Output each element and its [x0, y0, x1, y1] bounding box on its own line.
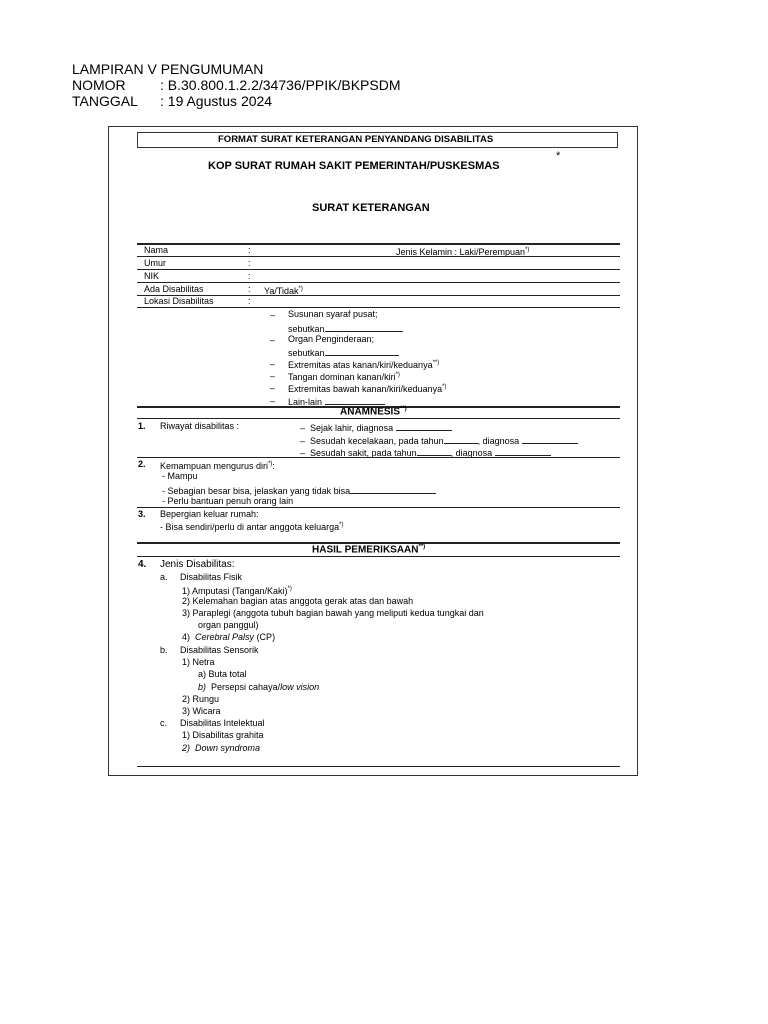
jenis-kelamin-text: Jenis Kelamin : Laki/Perempuan [396, 247, 526, 257]
footnote-mark: *) [339, 522, 344, 528]
jenis-a2: 2) Kelemahan bagian atas anggota gerak atas dan bawah [182, 596, 414, 606]
jenis-a4-num: 4) [182, 632, 191, 642]
colon: : [248, 245, 251, 255]
divider [137, 418, 620, 419]
footnote-mark: *) [442, 384, 447, 390]
jenis-num: 4. [138, 559, 147, 570]
jenis-a3b: organ panggul) [198, 620, 259, 630]
jenis-b: Disabilitas Sensorik [180, 645, 259, 655]
jenis-b1b-italic: low vision [280, 682, 320, 692]
footnote-mark: **) [400, 406, 407, 412]
ya-tidak-text: Ya/Tidak [264, 286, 299, 296]
nama-label: Nama [144, 245, 169, 255]
jenis-a-label: a. [160, 572, 168, 582]
jenis-b1b [198, 682, 319, 693]
jenis-c2-num: 2) [182, 743, 191, 753]
divider [137, 282, 620, 283]
lokasi-dash: – [270, 335, 276, 345]
nomor-line [72, 77, 400, 93]
kemampuan-opt2-text: - Sebagian besar bisa, jelaskan yang tidak bisa [162, 486, 351, 496]
jenis-b1b-num: b) [198, 682, 207, 692]
blank-line [522, 434, 578, 444]
riwayat-num: 1. [138, 421, 146, 431]
jenis-a3: 3) Paraplegi (anggota tubuh bagian bawah yang meliputi kedua tungkai dan [182, 608, 484, 618]
lokasi-dash: – [270, 310, 276, 320]
jenis-b2: 2) Rungu [182, 694, 220, 704]
lokasi-dash: – [270, 359, 276, 369]
nomor-value: : B.30.800.1.2.2/34736/PPIK/BKPSDM [160, 77, 401, 93]
kop-asterisk: * [556, 150, 561, 162]
lokasi-option-text: Tangan dominan kanan/kiri [288, 372, 396, 382]
lokasi-option-text: Extremitas bawah kanan/kiri/keduanya [288, 384, 443, 394]
kemampuan-num: 2. [138, 459, 146, 469]
footnote-mark: *) [287, 586, 292, 592]
riwayat-opt3-diag: , diagnosa [450, 448, 493, 458]
blank-line [325, 395, 385, 405]
colon: : [248, 271, 251, 281]
bepergian-opt1 [160, 520, 343, 533]
lokasi-option-text: Lain-lain [288, 397, 323, 407]
umur-label: Umur [144, 258, 166, 268]
blank-line [325, 322, 403, 332]
jenis-a4 [182, 632, 275, 643]
lokasi-dash: – [270, 371, 276, 381]
surat-title: SURAT KETERANGAN [312, 202, 430, 214]
jenis-c: Disabilitas Intelektual [180, 718, 265, 728]
kemampuan-text: Kemampuan mengurus diri [160, 461, 269, 471]
lokasi-dash: – [270, 396, 276, 406]
bepergian-label: Bepergian keluar rumah: [160, 509, 259, 519]
divider [137, 457, 620, 458]
blank-line [444, 434, 478, 444]
footnote-mark: *) [525, 247, 530, 253]
blank-line [417, 446, 451, 456]
footnote-mark: **) [418, 544, 426, 550]
footnote-mark: *) [395, 372, 400, 378]
jenis-b3: 3) Wicara [182, 706, 221, 716]
riwayat-label: Riwayat disabilitas : [160, 421, 240, 431]
divider [137, 307, 620, 308]
divider [137, 243, 620, 245]
jenis-c-label: c. [160, 718, 168, 728]
lokasi-option-text: sebutkan [288, 324, 325, 334]
blank-line [350, 484, 436, 494]
blank-line [495, 446, 551, 456]
lokasi-option-text: Extremitas atas kanan/kiri/keduanya [288, 360, 433, 370]
anamnesis-text: ANAMNESIS [340, 406, 401, 418]
jenis-b-label: b. [160, 645, 168, 655]
jenis-b1a: a) Buta total [198, 669, 247, 679]
riwayat-opt1: – Sejak lahir, diagnosa [300, 421, 452, 434]
bepergian-num: 3. [138, 509, 146, 519]
jenis-b1b-text: Persepsi cahaya/ [211, 682, 281, 692]
tanggal-value: : 19 Agustus 2024 [160, 93, 273, 109]
divider [137, 256, 620, 257]
jenis-c2 [182, 743, 260, 754]
bepergian-opt1-text: - Bisa sendiri/perlu di antar anggota keluarga [160, 522, 340, 532]
riwayat-opt3: – Sesudah sakit, pada tahun , diagnosa [300, 446, 551, 459]
footnote-mark: **) [432, 360, 440, 366]
jenis-a4-cp: (CP) [254, 632, 276, 642]
ada-disabilitas-label: Ada Disabilitas [144, 284, 204, 294]
kemampuan-opt1: - Mampu [162, 471, 198, 481]
colon: : [248, 296, 251, 306]
riwayat-opt1-text: Sejak lahir, diagnosa [310, 423, 394, 433]
blank-line [396, 421, 452, 431]
riwayat-opt3-text: Sesudah sakit, pada tahun [310, 448, 417, 458]
blank-line [325, 346, 399, 356]
jenis-a: Disabilitas Fisik [180, 572, 243, 582]
divider [137, 556, 620, 557]
lokasi-option-text: sebutkan [288, 348, 325, 358]
hasil-text: HASIL PEMERIKSAAN [312, 544, 419, 556]
riwayat-opt2: – Sesudah kecelakaan, pada tahun , diagnosa [300, 434, 578, 447]
jenis-c1: 1) Disabilitas grahita [182, 730, 264, 740]
kemampuan-opt3: - Perlu bantuan penuh orang lain [162, 496, 294, 506]
lokasi-dash: – [270, 383, 276, 393]
divider [137, 507, 620, 508]
footnote-mark: *) [268, 461, 273, 467]
lampiran-title: LAMPIRAN V PENGUMUMAN [72, 61, 264, 77]
hasil-title [312, 544, 425, 555]
tanggal-line [72, 93, 272, 109]
lokasi-label: Lokasi Disabilitas [144, 296, 214, 306]
colon: : [248, 258, 251, 268]
anamnesis-title [340, 406, 407, 417]
riwayat-opt2-diag: , diagnosa [477, 436, 520, 446]
footnote-mark: *) [298, 286, 303, 292]
nik-label: NIK [144, 271, 160, 281]
format-title: FORMAT SURAT KETERANGAN PENYANDANG DISABILITAS [218, 134, 494, 145]
jenis-c2-text: Down syndroma [195, 743, 261, 753]
lokasi-option: Organ Penginderaan; [288, 334, 375, 344]
tanggal-label: TANGGAL [72, 93, 138, 109]
jenis-a1-text: 1) Amputasi (Tangan/Kaki) [182, 586, 288, 596]
jenis-b1: 1) Netra [182, 657, 215, 667]
kop-title: KOP SURAT RUMAH SAKIT PEMERINTAH/PUSKESMAS [208, 160, 500, 172]
riwayat-opt2-text: Sesudah kecelakaan, pada tahun [310, 436, 444, 446]
nomor-label: NOMOR [72, 77, 126, 93]
kemampuan-label: Kemampuan mengurus diri*): [160, 461, 275, 471]
lokasi-option [288, 382, 446, 395]
divider [137, 766, 620, 767]
colon: : [248, 284, 251, 294]
jenis-label: Jenis Disabilitas: [160, 559, 235, 570]
jenis-a4-text: Cerebral Palsy [195, 632, 255, 642]
lokasi-option: Susunan syaraf pusat; [288, 309, 378, 319]
divider [137, 269, 620, 270]
